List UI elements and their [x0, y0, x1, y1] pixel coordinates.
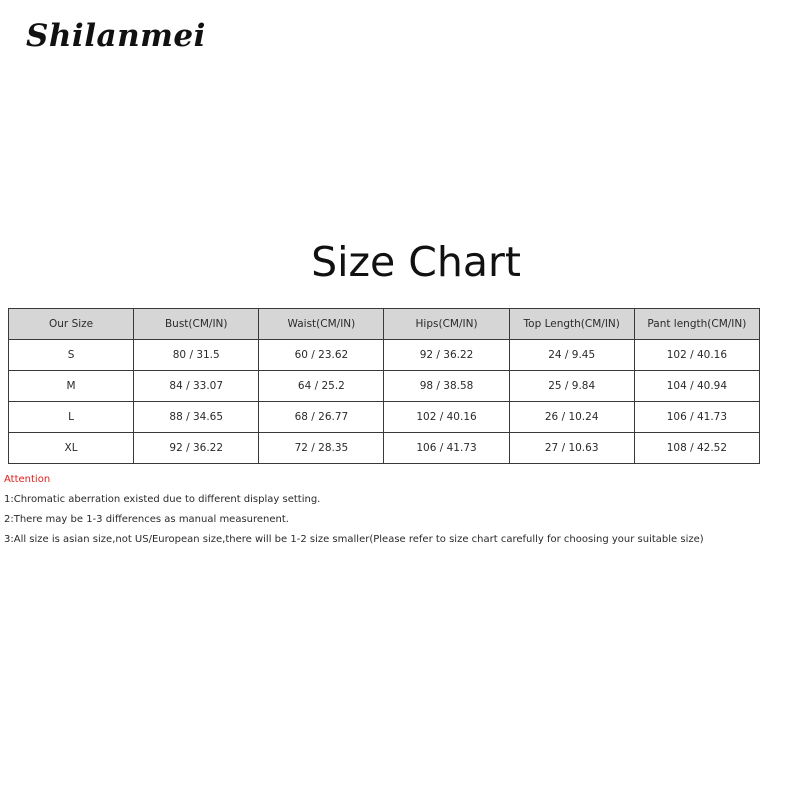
table-header-row [9, 309, 760, 340]
size-table [8, 308, 760, 464]
table-cell: 92 / 36.22 [384, 340, 509, 371]
column-header-hips: Hips(CM/IN) [384, 309, 509, 340]
notes-section [4, 474, 794, 554]
table-row [9, 433, 760, 464]
table-row [9, 402, 760, 433]
table-cell: 106 / 41.73 [634, 402, 759, 433]
table-cell: 64 / 25.2 [259, 371, 384, 402]
table-cell: 102 / 40.16 [634, 340, 759, 371]
attention-label: Attention [4, 474, 51, 485]
note-line: 2:There may be 1-3 differences as manual measurenent. [4, 514, 289, 525]
table-cell: 108 / 42.52 [634, 433, 759, 464]
table-cell: 27 / 10.63 [509, 433, 634, 464]
table-cell: L [9, 402, 134, 433]
table-row [9, 371, 760, 402]
table-cell: 80 / 31.5 [134, 340, 259, 371]
brand-logo: Shilanmei [26, 18, 206, 54]
table-cell: S [9, 340, 134, 371]
table-cell: 26 / 10.24 [509, 402, 634, 433]
table-cell: 60 / 23.62 [259, 340, 384, 371]
table-row [9, 340, 760, 371]
table-cell: 84 / 33.07 [134, 371, 259, 402]
table-cell: 72 / 28.35 [259, 433, 384, 464]
table-cell: 98 / 38.58 [384, 371, 509, 402]
table-cell: 104 / 40.94 [634, 371, 759, 402]
table-cell: 24 / 9.45 [509, 340, 634, 371]
table-cell: 25 / 9.84 [509, 371, 634, 402]
column-header-size: Our Size [9, 309, 134, 340]
column-header-bust: Bust(CM/IN) [134, 309, 259, 340]
table-cell: 92 / 36.22 [134, 433, 259, 464]
column-header-waist: Waist(CM/IN) [259, 309, 384, 340]
table-cell: 68 / 26.77 [259, 402, 384, 433]
table-cell: 106 / 41.73 [384, 433, 509, 464]
note-line: 1:Chromatic aberration existed due to different display setting. [4, 494, 321, 505]
page-title: Size Chart [311, 238, 521, 286]
note-line: 3:All size is asian size,not US/European size,there will be 1-2 size smaller(Please refer to size chart carefully for choosing your suitable size) [4, 534, 704, 545]
column-header-top-length: Top Length(CM/IN) [509, 309, 634, 340]
table-cell: 102 / 40.16 [384, 402, 509, 433]
column-header-pant-length: Pant length(CM/IN) [634, 309, 759, 340]
table-cell: XL [9, 433, 134, 464]
table-cell: 88 / 34.65 [134, 402, 259, 433]
table-cell: M [9, 371, 134, 402]
